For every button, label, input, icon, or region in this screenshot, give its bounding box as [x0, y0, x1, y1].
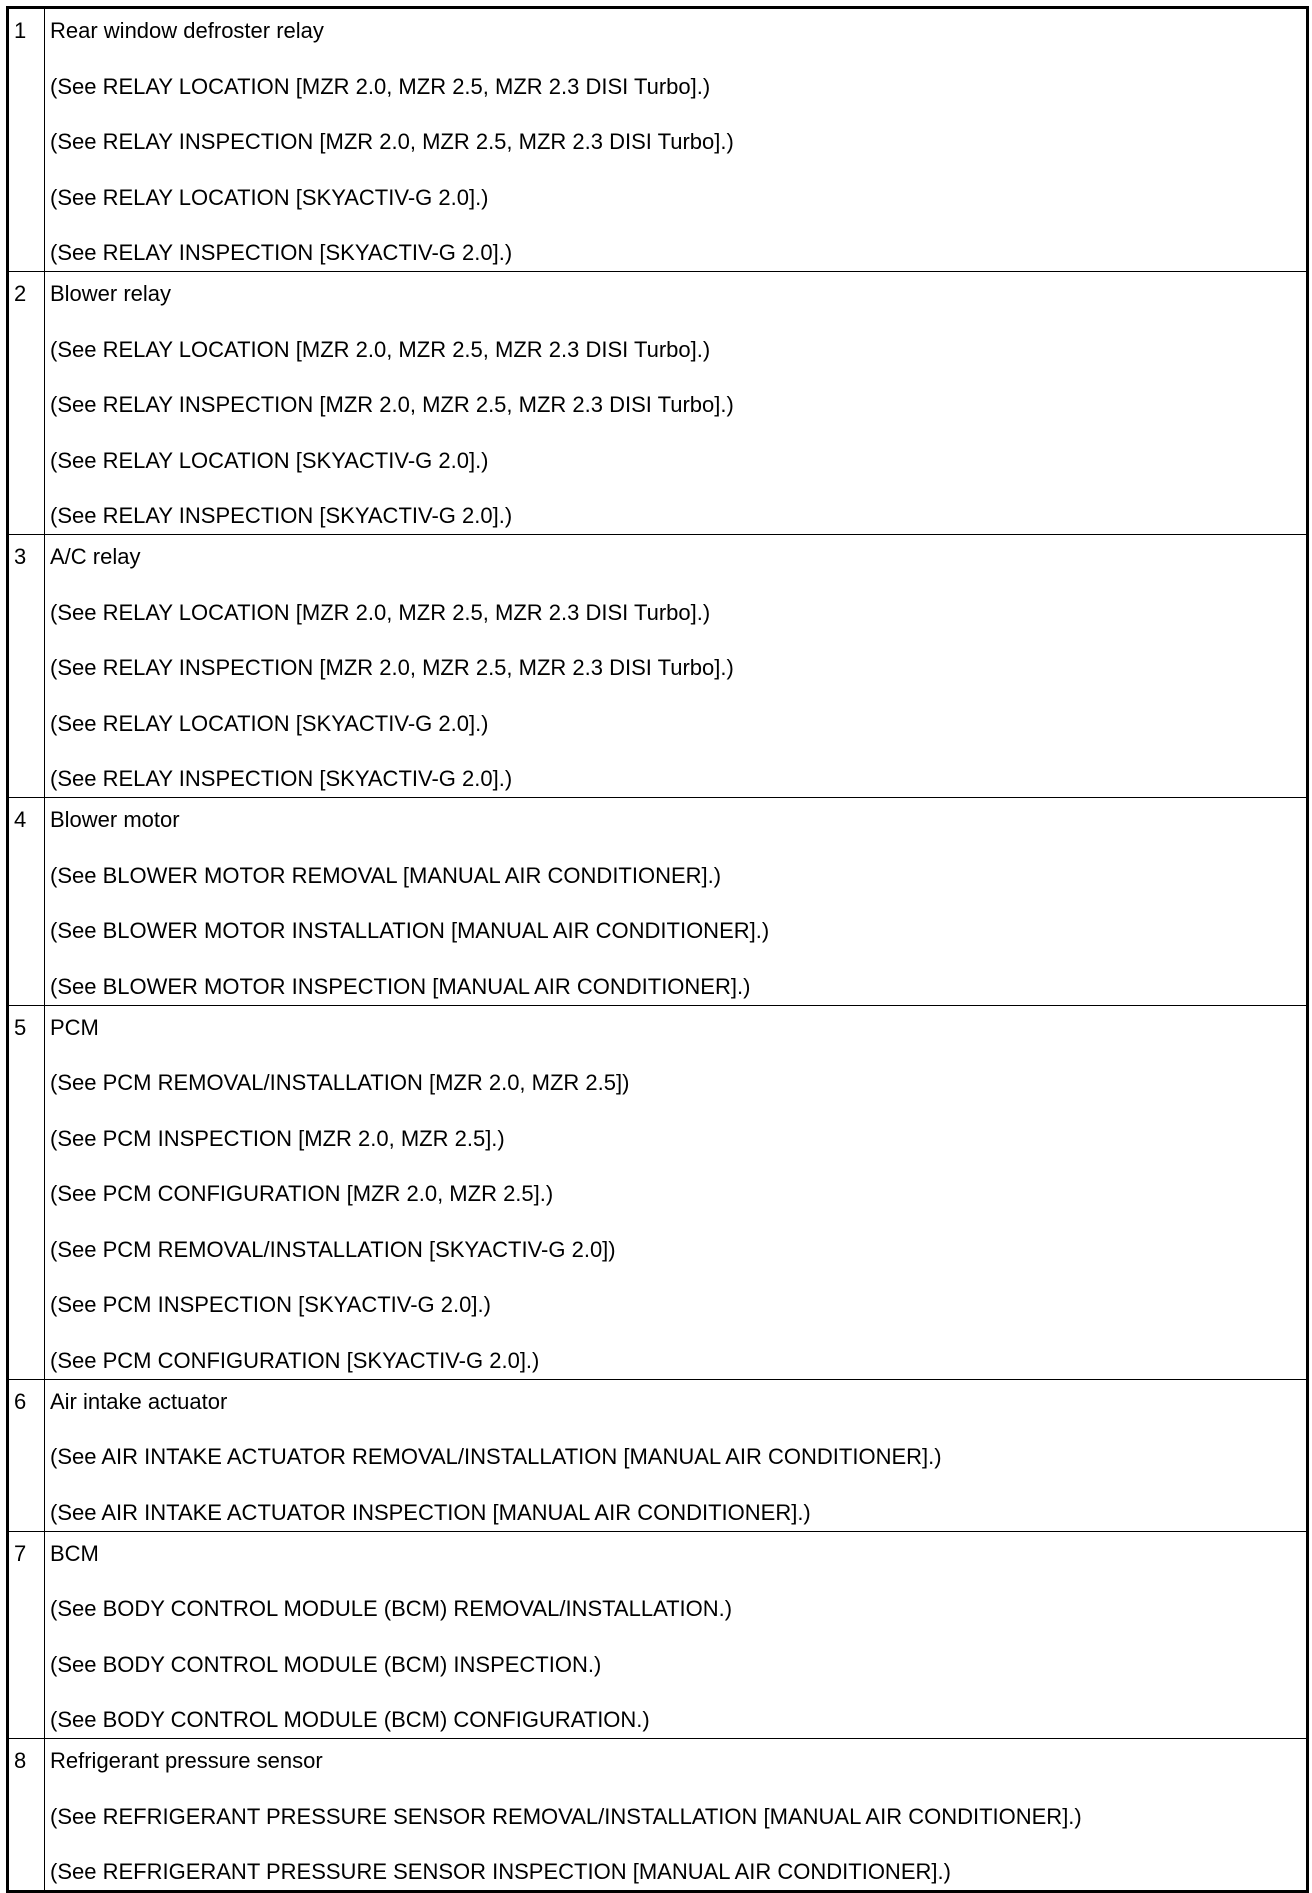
table-row: [8, 1005, 1308, 1379]
reference-line: (See AIR INTAKE ACTUATOR REMOVAL/INSTALLATION [MANUAL AIR CONDITIONER].): [50, 1444, 942, 1469]
reference-line: (See BLOWER MOTOR INSTALLATION [MANUAL AIR CONDITIONER].): [50, 918, 770, 943]
item-number: 5: [8, 1005, 45, 1379]
item-details: [45, 1531, 1308, 1739]
item-title: Blower relay: [50, 281, 172, 306]
reference-line: (See PCM REMOVAL/INSTALLATION [MZR 2.0, MZR 2.5]): [50, 1070, 630, 1095]
reference-line: (See BODY CONTROL MODULE (BCM) REMOVAL/INSTALLATION.): [50, 1596, 733, 1621]
item-number: 3: [8, 535, 45, 798]
reference-line: (See RELAY INSPECTION [MZR 2.0, MZR 2.5, MZR 2.3 DISI Turbo].): [50, 129, 734, 154]
reference-line: (See RELAY LOCATION [MZR 2.0, MZR 2.5, MZR 2.3 DISI Turbo].): [50, 336, 711, 362]
reference-line: (See RELAY INSPECTION [SKYACTIV-G 2.0].): [50, 503, 513, 528]
table-row: [8, 1379, 1308, 1531]
item-number: 4: [8, 798, 45, 1006]
item-details: [45, 1005, 1308, 1379]
item-title: A/C relay: [50, 544, 141, 569]
item-details: [45, 1739, 1308, 1892]
reference-line: (See BODY CONTROL MODULE (BCM) INSPECTION.): [50, 1651, 602, 1677]
item-title: Rear window defroster relay: [50, 18, 324, 43]
item-number: 2: [8, 272, 45, 535]
reference-line: (See RELAY INSPECTION [MZR 2.0, MZR 2.5, MZR 2.3 DISI Turbo].): [50, 392, 734, 417]
table-row: [8, 535, 1308, 798]
table-row: [8, 272, 1308, 535]
reference-line: (See RELAY INSPECTION [SKYACTIV-G 2.0].): [50, 240, 513, 265]
item-number: 1: [8, 8, 45, 272]
item-number: 6: [8, 1379, 45, 1531]
reference-line: (See REFRIGERANT PRESSURE SENSOR REMOVAL/INSTALLATION [MANUAL AIR CONDITIONER].): [50, 1803, 1082, 1829]
reference-line: (See AIR INTAKE ACTUATOR INSPECTION [MANUAL AIR CONDITIONER].): [50, 1499, 811, 1525]
component-table: [6, 6, 1309, 1893]
reference-line: (See PCM CONFIGURATION [SKYACTIV-G 2.0].): [50, 1347, 540, 1373]
component-table-body: [8, 8, 1308, 1892]
item-title: BCM: [50, 1540, 99, 1566]
item-title: PCM: [50, 1014, 99, 1040]
item-details: [45, 798, 1308, 1006]
reference-line: (See RELAY LOCATION [MZR 2.0, MZR 2.5, MZR 2.3 DISI Turbo].): [50, 599, 711, 625]
reference-line: (See BLOWER MOTOR REMOVAL [MANUAL AIR CONDITIONER].): [50, 862, 722, 888]
table-row: [8, 1531, 1308, 1739]
reference-line: (See PCM CONFIGURATION [MZR 2.0, MZR 2.5].): [50, 1181, 554, 1206]
reference-line: (See REFRIGERANT PRESSURE SENSOR INSPECTION [MANUAL AIR CONDITIONER].): [50, 1859, 951, 1884]
reference-line: (See RELAY INSPECTION [SKYACTIV-G 2.0].): [50, 766, 513, 791]
reference-line: (See RELAY LOCATION [SKYACTIV-G 2.0].): [50, 447, 489, 473]
item-details: [45, 272, 1308, 535]
item-details: [45, 8, 1308, 272]
reference-line: (See RELAY LOCATION [SKYACTIV-G 2.0].): [50, 710, 489, 736]
reference-line: (See RELAY LOCATION [SKYACTIV-G 2.0].): [50, 184, 489, 210]
item-title: Blower motor: [50, 807, 180, 832]
reference-line: (See RELAY INSPECTION [MZR 2.0, MZR 2.5, MZR 2.3 DISI Turbo].): [50, 655, 734, 680]
table-row: [8, 798, 1308, 1006]
reference-line: (See BODY CONTROL MODULE (BCM) CONFIGURATION.): [50, 1707, 650, 1732]
item-title: Refrigerant pressure sensor: [50, 1748, 323, 1773]
item-number: 8: [8, 1739, 45, 1892]
reference-line: (See PCM REMOVAL/INSTALLATION [SKYACTIV-G 2.0]): [50, 1236, 616, 1262]
table-row: [8, 8, 1308, 272]
item-details: [45, 1379, 1308, 1531]
item-details: [45, 535, 1308, 798]
reference-line: (See PCM INSPECTION [SKYACTIV-G 2.0].): [50, 1292, 491, 1317]
reference-line: (See BLOWER MOTOR INSPECTION [MANUAL AIR CONDITIONER].): [50, 973, 751, 999]
reference-line: (See RELAY LOCATION [MZR 2.0, MZR 2.5, MZR 2.3 DISI Turbo].): [50, 73, 711, 99]
table-row: [8, 1739, 1308, 1892]
item-title: Air intake actuator: [50, 1388, 228, 1414]
reference-line: (See PCM INSPECTION [MZR 2.0, MZR 2.5].): [50, 1125, 505, 1151]
item-number: 7: [8, 1531, 45, 1739]
